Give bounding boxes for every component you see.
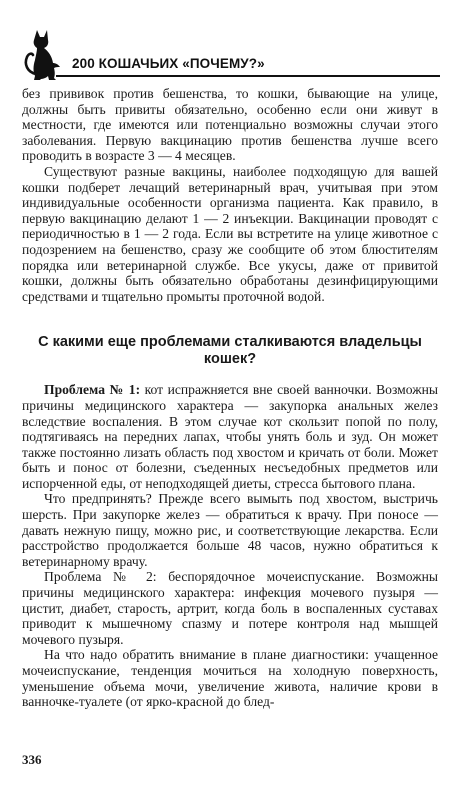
section-heading: С какими еще проблемами сталкиваются владельцы кошек?	[38, 334, 422, 368]
problem-1-text: кот испражняется вне своей ванночки. Возможны причины медицинского характера — закупорка анальных желез вследствие воспаления. В этом случае кот скользит попой по полу, подтягиваясь на передних лапах, чтобы унять боль и зуд. Он может также постоянно лизать область под хвостом и кричать от боли. Может быть и понос от болезни, съеденных несъедобных предметов или испорченной еды, от неподходящей диеты, стресса бытового плана.	[22, 382, 438, 491]
header-rule	[56, 75, 440, 77]
paragraph-problem-2	[22, 569, 438, 647]
cat-silhouette-icon	[22, 26, 70, 82]
paragraph-problem-1	[22, 382, 438, 491]
page-number: 336	[22, 752, 42, 767]
header-title: 200 КОШАЧЬИХ «ПОЧЕМУ?»	[72, 56, 265, 71]
problem-2-text: беспорядочное мочеиспускание. Возможны причины медицинского характера: инфекция мочевого пузыря — цистит, диабет, старость, артрит, когда боль в воспаленных суставах приводит к мышечному спазму и потере контроля над мышцей мочевого пузыря.	[22, 569, 438, 647]
problem-2-label: Проблема № 2:	[44, 569, 157, 585]
running-header	[22, 26, 440, 82]
paragraph-rabies-vaccination: без прививок против бешенства, то кошки, бывающие на улице, должны быть привиты обязательно, особенно если они живут в местности, где имеются или потенциально возможны случаи этого заболевания. Первую вакцинацию против бешенства лучше всего проводить в возрасте 3 — 4 месяцев.	[22, 86, 438, 164]
paragraph-what-to-do: Что предпринять? Прежде всего вымыть под хвостом, выстричь шерсть. При закупорке желез — обратиться к врачу. При поносе — давать нежную пищу, можно рис, и соответствующие лекарства. Если расстройство продолжается больше 48 часов, нужно обратиться к ветеринарному врачу.	[22, 491, 438, 569]
paragraph-diagnostics: На что надо обратить внимание в плане диагностики: учащенное мочеиспускание, тенденция мочиться на холодную поверхность, уменьшение объема мочи, увеличение живота, наличие крови в ванночке-туалете (от ярко-красной до блед-	[22, 647, 438, 710]
problem-1-label: Проблема № 1:	[44, 382, 141, 398]
page-body	[22, 86, 438, 710]
paragraph-vaccines: Существуют разные вакцины, наиболее подходящую для вашей кошки подберет лечащий ветеринарный врач, учитывая при этом индивидуальные особенности организма пациента. Как правило, в первую вакцинацию делают 1 — 2 инъекции. Вакцинации проводят с периодичностью в 1 — 2 года. Если вы встретите на улице животное с подозрением на бешенство, сразу же сообщите об этом блюстителям порядка или ветеринарной службе. Все укусы, даже от привитой кошки, должны быть обязательно обработаны дезинфицирующими средствами и тщательно промыты проточной водой.	[22, 163, 438, 304]
